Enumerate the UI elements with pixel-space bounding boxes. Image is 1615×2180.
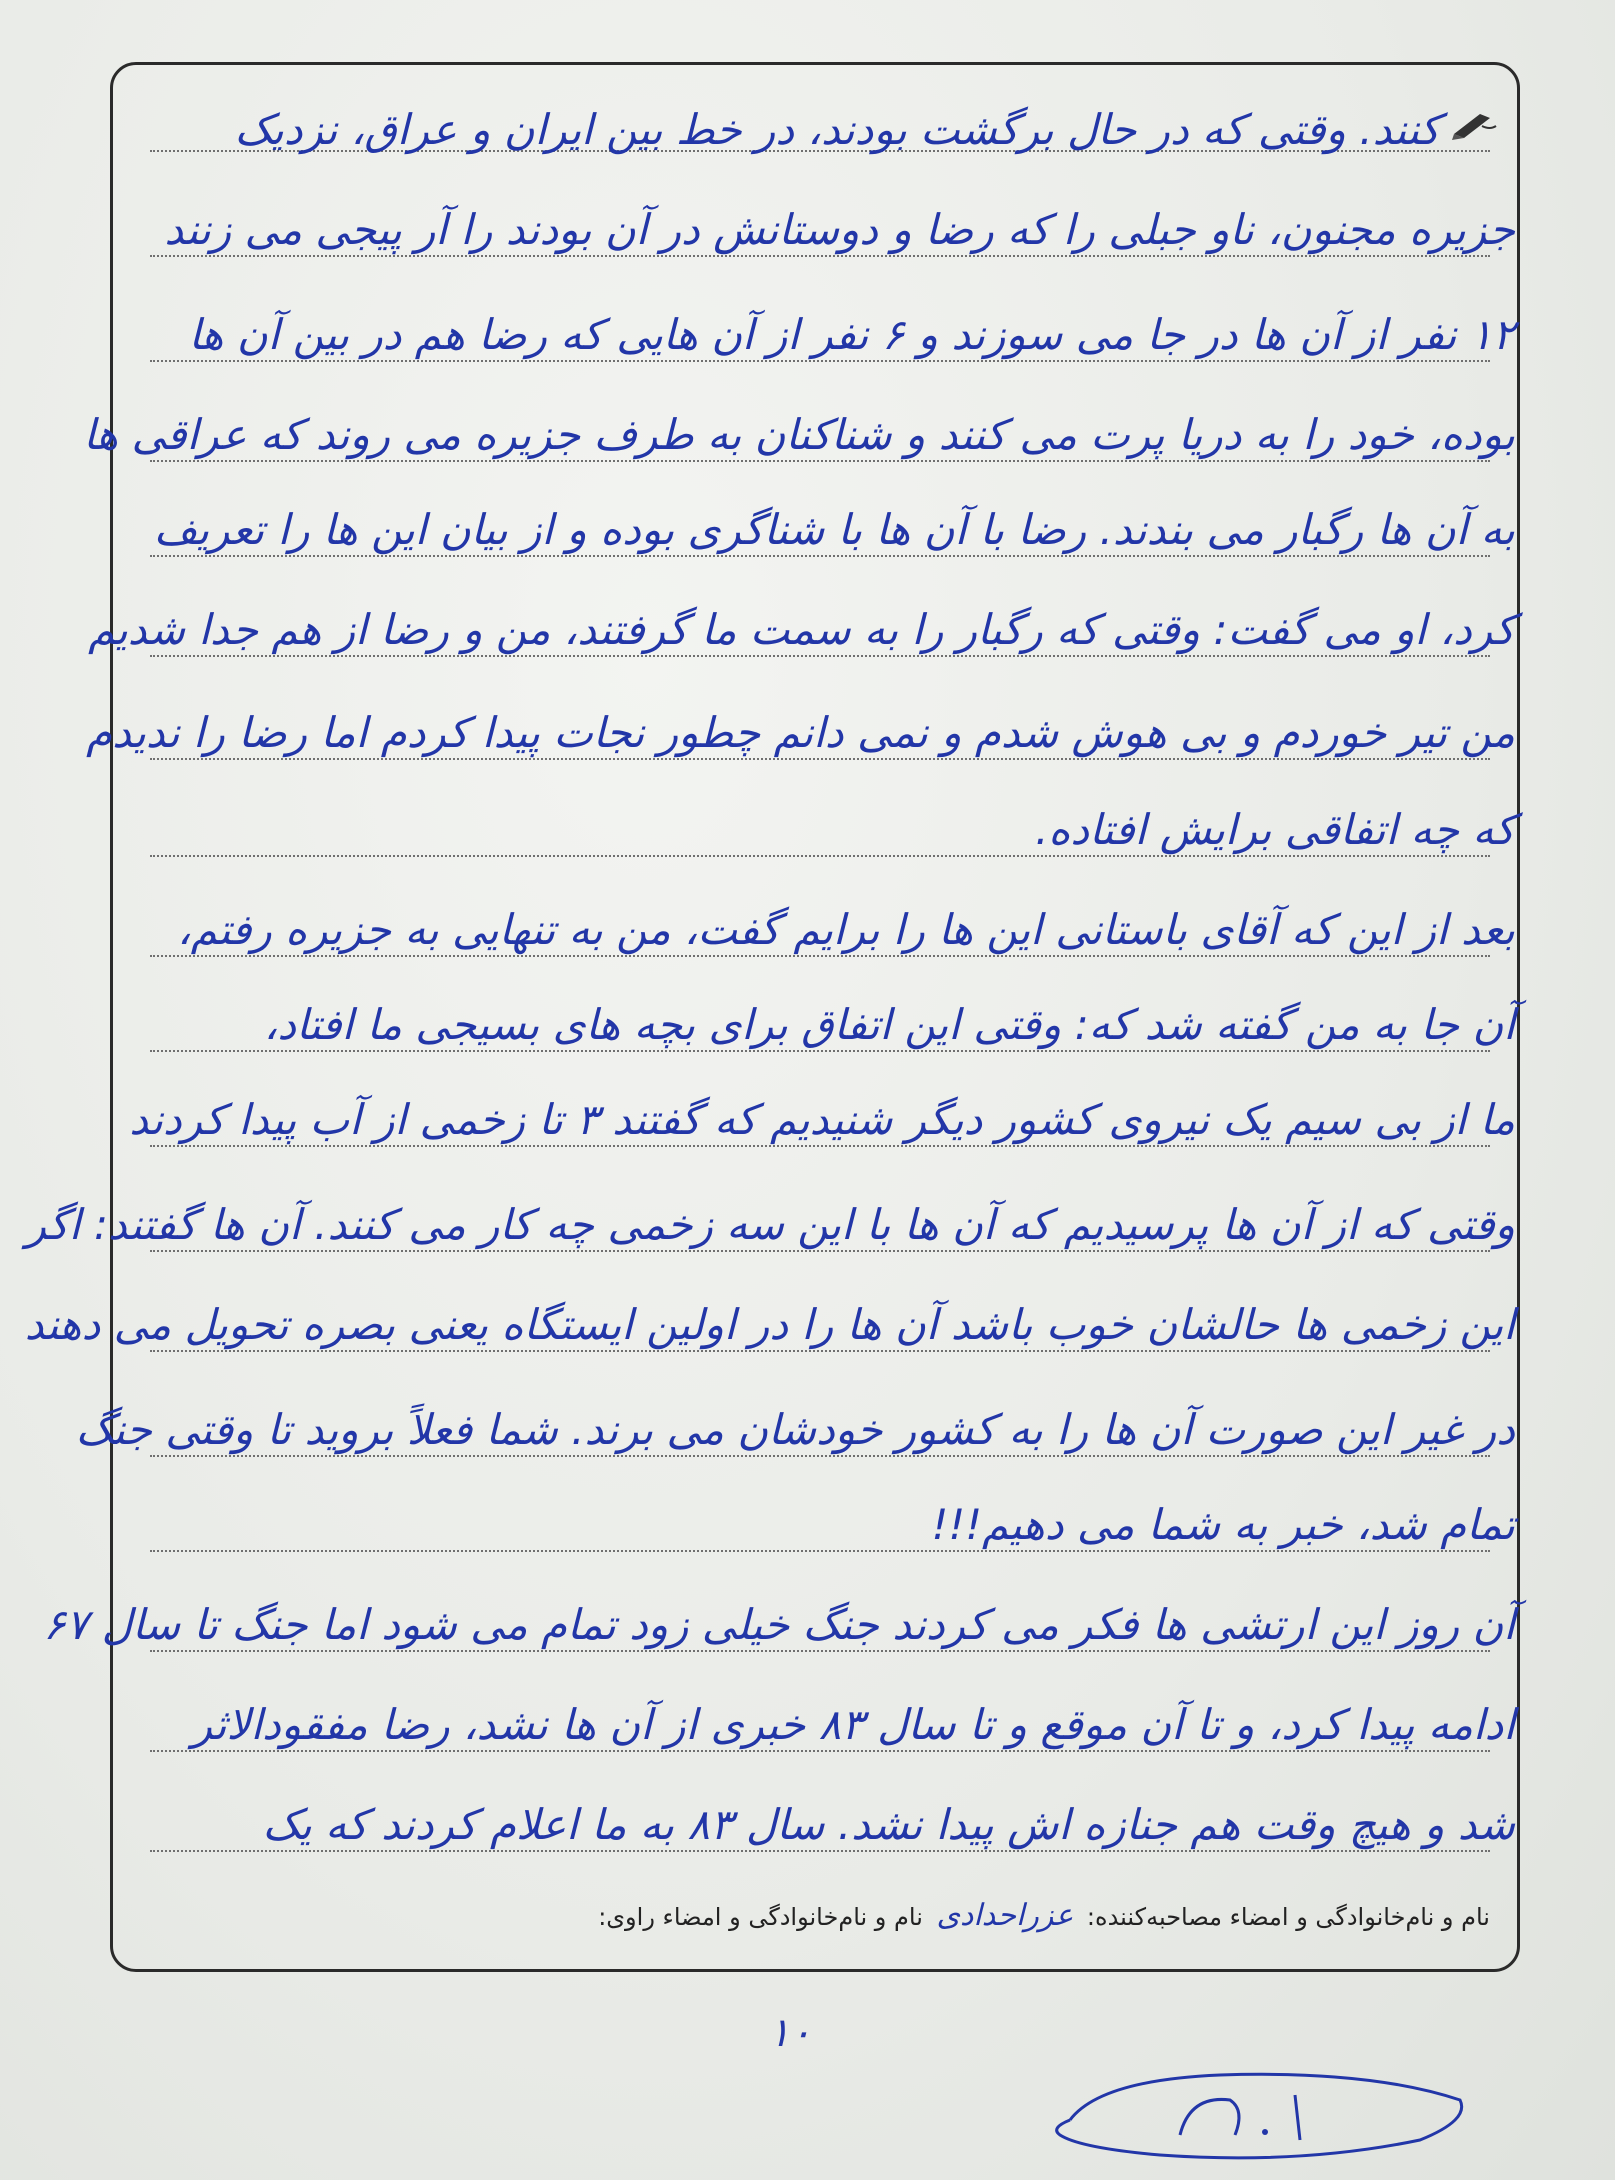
handwritten-line: این زخمی ها حالشان خوب باشد آن ها را در اولین ایستگاه یعنی بصره تحویل می دهند: [24, 1300, 1515, 1349]
handwritten-line: ۱۲ نفر از آن ها در جا می سوزند و ۶ نفر از آن هایی که رضا هم در بین آن ها: [188, 310, 1515, 359]
handwritten-line: وقتی که از آن ها پرسیدیم که آن ها با این سه زخمی چه کار می کنند. آن ها گفتند: اگر: [25, 1200, 1515, 1249]
handwritten-line: شد و هیچ وقت هم جنازه اش پیدا نشد. سال ۸۳ به ما اعلام کردند که یک: [262, 1800, 1515, 1849]
interviewer-label: نام و نام‌خانوادگی و امضاء مصاحبه‌کننده:: [1086, 1903, 1490, 1931]
handwritten-line: بعد از این که آقای باستانی این ها را برایم گفت، من به تنهایی به جزیره رفتم،: [177, 905, 1515, 954]
handwritten-line: که چه اتفاقی برایش افتاده.: [1035, 805, 1515, 854]
handwritten-line: من تیر خوردم و بی هوش شدم و نمی دانم چطور نجات پیدا کردم اما رضا را ندیدم: [86, 708, 1515, 757]
handwritten-line: ما از بی سیم یک نیروی کشور دیگر شنیدیم که گفتند ۳ تا زخمی از آب پیدا کردند: [129, 1095, 1515, 1144]
handwritten-line: ادامه پیدا کرد، و تا آن موقع و تا سال ۸۳ خبری از آن ها نشد، رضا مفقودالاثر: [191, 1700, 1515, 1749]
handwritten-line: آن روز این ارتشی ها فکر می کردند جنگ خیلی زود تمام می شود اما جنگ تا سال ۶۷: [43, 1600, 1515, 1649]
signature-mark: [1040, 2040, 1480, 2170]
handwritten-line: آن جا به من گفته شد که: وقتی این اتفاق برای بچه های بسیجی ما افتاد،: [263, 1000, 1515, 1049]
handwritten-line: در غیر این صورت آن ها را به کشور خودشان می برند. شما فعلاً بروید تا وقتی جنگ: [75, 1405, 1515, 1454]
signature-labels: [350, 1898, 1490, 1933]
narrator-label: نام و نام‌خانوادگی و امضاء راوی:: [598, 1903, 923, 1931]
handwritten-line: به آن ها رگبار می بندند. رضا با آن ها با شناگری بوده و از بیان این ها را تعریف: [153, 505, 1515, 554]
handwritten-line: جزیره مجنون، ناو جبلی را که رضا و دوستانش در آن بودند را آر پیجی می زنند: [164, 205, 1515, 254]
page-number: ۱۰: [768, 2010, 812, 2056]
handwritten-line: کرد، او می گفت: وقتی که رگبار را به سمت ما گرفتند، من و رضا از هم جدا شدیم: [88, 605, 1515, 654]
handwritten-line: تمام شد، خبر به شما می دهیم!!!: [931, 1500, 1515, 1549]
pen-icon: [1450, 108, 1498, 142]
handwritten-line: بوده، خود را به دریا پرت می کنند و شناکنان به طرف جزیره می روند که عراقی ها: [83, 410, 1515, 459]
interviewer-name: عزراحدادی: [936, 1898, 1074, 1933]
handwritten-line: کنند. وقتی که در حال برگشت بودند، در خط بین ایران و عراق، نزدیک: [234, 105, 1440, 154]
